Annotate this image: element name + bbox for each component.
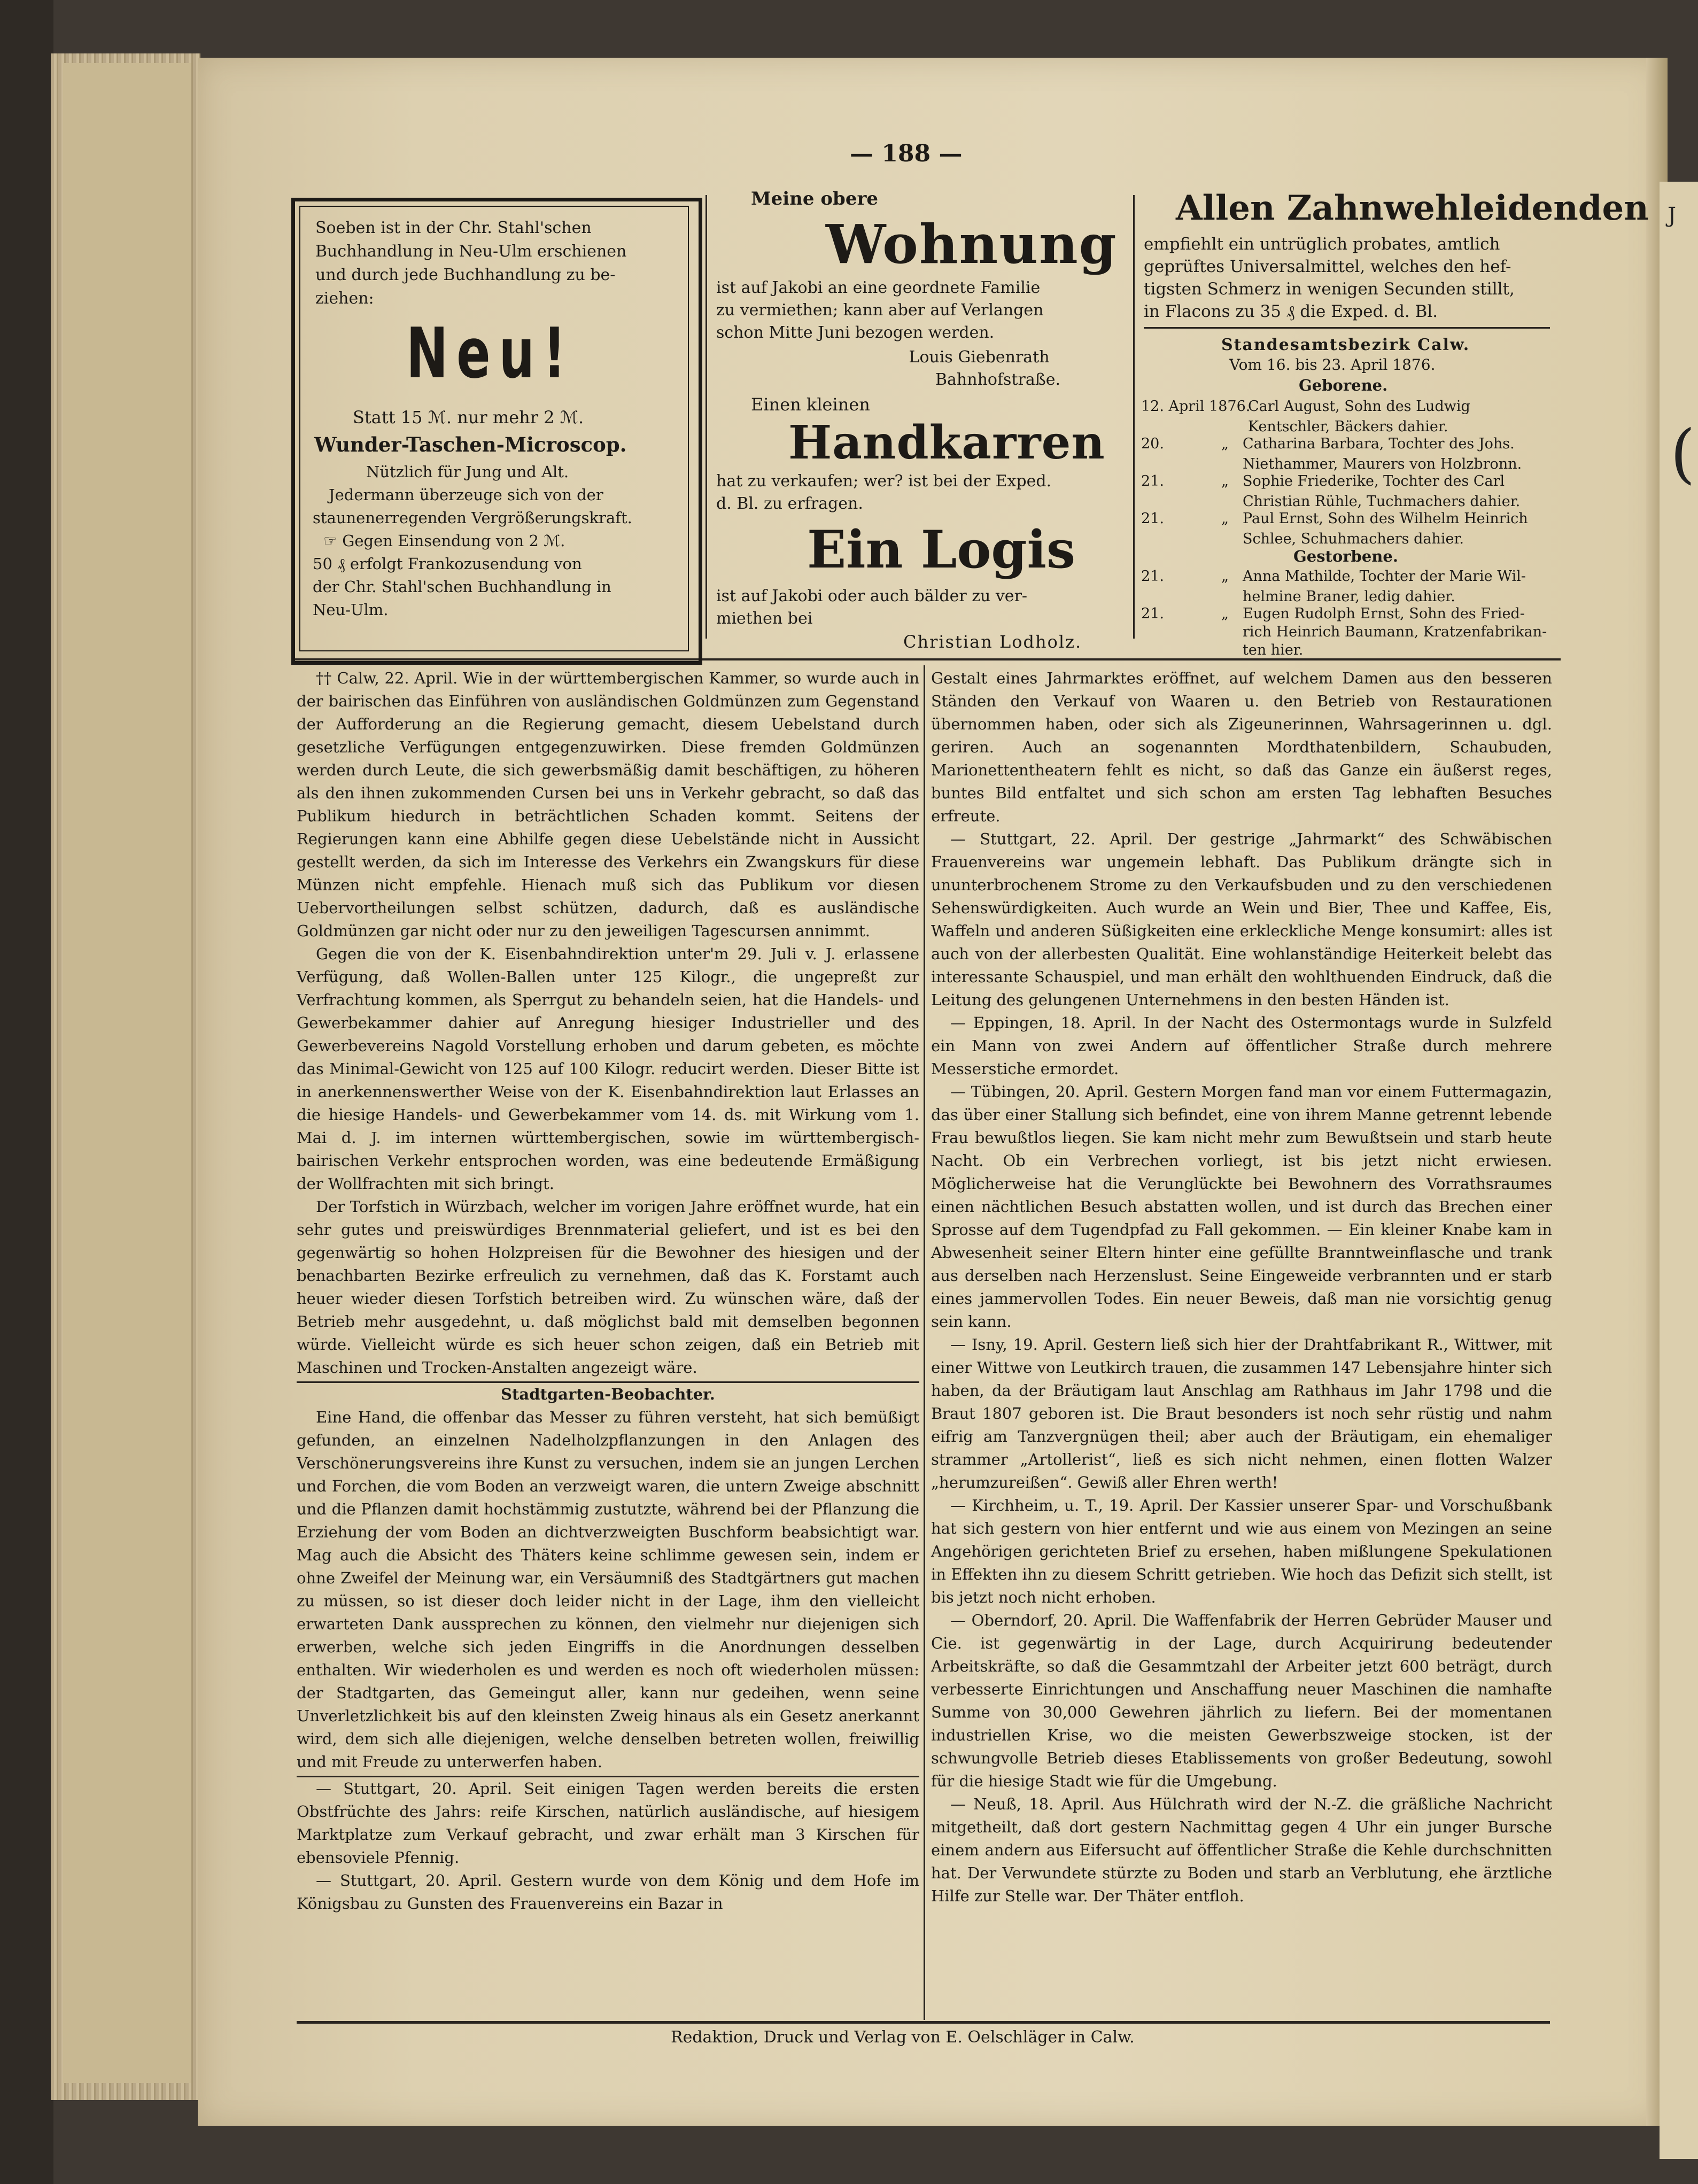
ad-book-headline: Neu! (406, 313, 575, 394)
article-isny: — Isny, 19. April. Gestern ließ sich hier der Drahtfabrikant R., Wittwer, mit einer Wittwe von Leutkirch trauen, die zusammen 147 Lebensjahre hinter sich haben, da der Bräutigam laut Anschlag am Rathhaus im Jahr 1798 und die Braut 1807 geboren ist. Die Braut besonders ist noch sehr rüstig und nahm eifrig am Tanzvergnügen theil; aber auch der Bräutigam, ein ehemaliger strammer „Artollerist“, ließ es sich nicht nehmen, einen flotten Walzer „herumzureißen“. Gewiß aller Ehren werth! (931, 1335, 1552, 1491)
article-torfstich: Der Torfstich in Würzbach, welcher im vorigen Jahre eröffnet wurde, hat ein sehr gutes und preiswürdiges Brennmaterial geliefert, und ist es bei den gegenwärtig so hohen Holzpreisen für die Bewohner des hiesigen und der benachbarten Bezirke erfreulich zu vernehmen, daß das K. Forstamt auch heuer wieder diesen Torfstich betreiben wird. Zu wünschen wäre, daß der Betrieb mehr ausgedehnt, u. daß möglichst bald mit demselben begonnen würde. Vielleicht würde es sich heuer schon zeigen, daß ein Betrieb mit Maschinen und Trocken-Anstalten angezeigt wäre. (297, 1198, 919, 1377)
column-rule (924, 665, 925, 2020)
article-wollballen: Gegen die von der K. Eisenbahndirektion unter'm 29. Juli v. J. erlassene Verfügung, daß Wollen-Ballen unter 125 Kilogr., die ungepreßt zur Verfrachtung kommen, als Sperrgut zu behandeln seien, hat die Handels- und Gewerbekammer dahier auf Anregung hiesiger Industrieller und des Gewerbevereins Nagold Vorstellung erhoben und darum gebeten, es möchte das Minimal-Gewicht von 125 auf 100 Kilogr. reducirt werden. Dieser Bitte ist in anerkennenswerther Weise von der K. Eisenbahndirektion laut Erlasses an die hiesige Handels- und Gewerbekammer vom 14. ds. mit Wirkung vom 1. Mai d. J. im internen württembergischen, sowie im württembergisch-bairischen Verkehr entsprochen worden, was eine bedeutende Ermäßigung der Wollfrachten mit sich bringt. (297, 945, 919, 1193)
ad-book-text: Nützlich für Jung und Alt. Jedermann überzeuge sich von der staunenerregenden Vergrößerungskraft. ☞ Gegen Einsendung von 2 ℳ. 50 ₰ erfolgt Frankozusendung von der Chr. Stahl'schen Buchhandlung in Neu-Ulm. (313, 463, 632, 619)
left-column (297, 667, 919, 1915)
article-stuttgart-bazar: — Stuttgart, 20. April. Gestern wurde von dem König und dem Hofe im Königsbau zu Gunsten des Frauenvereins ein Bazar in (297, 1871, 919, 1913)
ad-zahnweh-headline: Allen Zahnwehleidenden (1176, 188, 1649, 228)
page-number: — 188 — (850, 140, 963, 167)
ad-wohnung-signature: Louis Giebenrath Bahnhofstraße. (909, 348, 1061, 389)
article-eppingen: — Eppingen, 18. April. In der Nacht des Ostermontags wurde in Sulzfeld ein Mann von zwei Andern auf öffentlicher Straße durch mehrere Messerstiche ermordet. (931, 1014, 1552, 1078)
article-stuttgart-jahrmarkt: — Stuttgart, 22. April. Der gestrige „Jahrmarkt“ des Schwäbischen Frauenvereins war ungemein lebhaft. Das Publikum drängte sich in ununterbrochenem Strome zu den Verkaufsbuden und zu den verschiedenen Sehenswürdigkeiten. Auch wurde an Wein und Bier, Thee und Kaffee, Eis, Waffeln und anderen Süßigkeiten eine erkleckliche Menge konsumirt: alles ist auch von der allerbesten Qualität. Eine wohlanständige Heiterkeit belebt das interessante Schauspiel, und man erhält den wohlthuenden Eindruck, daß die Leitung des gelungenen Unternehmens in den besten Händen ist. (931, 830, 1552, 1009)
birth-entry: 21. „ Sophie Friederike, Tochter des Carl Christian Rühle, Tuchmachers dahier. (1141, 473, 1521, 510)
article-oberndorf: — Oberndorf, 20. April. Die Waffenfabrik der Herren Gebrüder Mauser und Cie. ist gegenwärtig in der Lage, durch Acquirirung bedeutender Arbeitskräfte, so daß die Gesammtzahl der Arbeiter jetzt 600 beträgt, durch verbesserte Einrichtungen und Anschaffung neuer Maschinen die namhafte Summe von 30,000 Gewehren jährlich zu liefern. Bei der momentanen industriellen Krise, wo die meisten Gewerbszweige stocken, ist der schwungvolle Betrieb dieses Etablissements von großer Bedeutung, sowohl für die hiesige Stadt wie für die Umgebung. (931, 1611, 1552, 1790)
ad-wohnung-intro: Meine obere (751, 188, 878, 209)
birth-entry: 20. „ Catharina Barbara, Tochter des Johs. Niethammer, Maurers von Holzbronn. (1141, 436, 1522, 472)
book-binding (0, 0, 53, 2184)
column-rule (1133, 195, 1135, 639)
birth-entry: 21. „ Paul Ernst, Sohn des Wilhelm Heinrich Schlee, Schuhmachers dahier. (1141, 510, 1528, 547)
ad-book-product: Wunder-Taschen-Microscop. (314, 433, 627, 456)
right-column (931, 667, 1552, 1908)
ad-book-intro: Soeben ist in der Chr. Stahl'schen Buchhandlung in Neu-Ulm erschienen und durch jede Buchhandlung zu be- ziehen: (315, 219, 627, 308)
article-calw: †† Calw, 22. April. Wie in der württembergischen Kammer, so wurde auch in der bairischen das Einführen von ausländischen Goldmünzen zum Gegenstand der Aufforderung an die Regierung gemacht, diesem Uebelstand durch gesetzliche Verfügungen entgegenzuwirken. Diese fremden Goldmünzen werden durch Leute, die sich gewerbsmäßig damit beschäftigen, zu höheren als den ihnen zukommenden Cursen bei uns in Verkehr gebracht, so daß das Publikum hiedurch in beträchtlichen Schaden kommt. Seitens der Regierungen kann eine Abhilfe gegen diese Uebelstände nicht in Aussicht gestellt werden, da sich im Interesse des Verkehrs ein Zwangskurs für diese Münzen nicht empfehle. Hienach muß sich das Publikum vor diesen Uebervortheilungen selbst schützen, dadurch, daß es ausländische Goldmünzen gar nicht oder nur zu den jeweiligen Tagescursen annimmt. (297, 669, 919, 940)
standesamt-title: Standesamtsbezirk Calw. (1221, 336, 1470, 354)
ad-handkarren-text: hat zu verkaufen; wer? ist bei der Exped. d. Bl. zu erfragen. (716, 472, 1052, 513)
section-heading-stadtgarten: Stadtgarten-Beobachter. (501, 1385, 715, 1403)
ad-book-price: Statt 15 ℳ. nur mehr 2 ℳ. (353, 407, 584, 428)
article-stuttgart-obst: — Stuttgart, 20. April. Seit einigen Tagen werden bereits die ersten Obstfrüchte des Jahrs: reife Kirschen, natürlich ausländische, auf hiesigem Marktplatze zum Verkauf gebracht, und zwar erhält man 3 Kirschen für ebensoviele Pfennig. (297, 1779, 919, 1867)
article-kirchheim: — Kirchheim, u. T., 19. April. Der Kassier unserer Spar- und Vorschußbank hat sich gestern von hier entfernt und wie aus einem von Mezingen an seine Angehörigen gerichteten Brief zu ersehen, haben mißlungene Spekulationen in Effekten ihn zu diesem Schritt getrieben. Wie hoch das Defizit sich stellt, ist bis jetzt noch nicht erhoben. (931, 1496, 1552, 1606)
ad-logis-signature: Christian Lodholz. (903, 632, 1082, 652)
scanned-newspaper: J ( — 188 — Soeben ist in der Chr. Stahl'schen Buchhandlung in Neu-Ulm erschienen und durch jede Buchhandlung zu be- ziehen: Neu! Statt 15 ℳ. nur mehr 2 ℳ. Wunder-Taschen-Microscop. Nützlich für Jung und Alt. Jedermann überzeuge sich von der staunenerregenden Vergrößerungskraft. ☞ Gegen Einsendung von 2 ℳ. 50 ₰ erfolgt Frankozusendung von der Chr. Stahl'schen Buchhandlung in Neu-Ulm. Meine obere Wohnung ist auf Jakobi an eine geordnete Familie zu vermiethen; kann aber auf Verlangen schon Mitte Juni bezogen werden. Louis Giebenrath Bahnhofstraße. Einen kleinen Handkarren hat zu verkaufen; wer? ist bei der Exped. d. Bl. zu erfragen. Ein Logis ist auf Jakobi oder auch bälder zu ver- miethen bei Christian Lodholz. Allen Zahnwehleidenden empfiehlt ein untrüglich probates, amtlich geprüftes Universalmittel, welches den hef- tigsten Schmerz in wenigen Secunden stillt, in Flacons zu 35 ₰ die Exped. d. Bl. Standesamtsbezirk Calw. Vom 16. bis 23. April 1876. Geborene. 12. April 1876. Carl August, Sohn des Ludwig Kentschler, Bäckers dahier. 20. „ Catharina Barbara, Tochter des Johs. Niethammer, Maurers von Holzbronn. 21. „ Sophie Friederike, Tochter des Carl Christian Rühle, Tuchmachers dahier. 21. „ Paul Ernst, Sohn des Wilhelm Heinrich Schlee, Schuhmachers dahier. Gestorbene. 21. „ Anna Mathilde, Tochter der Marie Wil- helmine Braner, ledig dahier. 21. „ Eugen Rudolph Ernst, Sohn des Fried- rich Heinrich Baumann, Kratzenfabrikan- ten hier. †† Calw, 22. April. Wie in der württembergischen Kammer, so wurde auch in der bairischen das Einführen von ausländischen Goldmünzen zum Gegenstand der Aufforderung an die Regierung gemacht, diesem Uebelstand durch gesetzliche Verfügungen entgegenzuwirken. Diese fremden Goldmünzen werden durch Leute, die sich gewerbsmäßig damit beschäftigen, zu höheren als den ihnen zukommenden Cursen bei uns in Verkehr gebracht, so daß das Publikum hiedurch in beträchtlichen Schaden kommt. Seitens der Regierungen kann eine Abhilfe gegen diese Uebelstände nicht in Aussicht gestellt werden, da sich im Interesse des Verkehrs ein Zwangskurs für diese Münzen nicht empfehle. Hienach muß sich das Publikum vor diesen Uebervortheilungen selbst schützen, dadurch, daß es ausländische Goldmünzen gar nicht oder nur zu den jeweiligen Tagescursen annimmt. Gegen die von der K. Eisenbahndirektion unter'm 29. Juli v. J. erlassene Verfügung, daß Wollen-Ballen unter 125 Kilogr., die ungepreßt zur Verfrachtung kommen, als Sperrgut zu behandeln seien, hat die Handels- und Gewerbekammer dahier auf Anregung hiesiger Industrieller und des Gewerbevereins Nagold Vorstellung erhoben und darum gebeten, es möchte das Minimal-Gewicht von 125 auf 100 Kilogr. reducirt werden. Dieser Bitte ist in anerkennenswerther Weise von der K. Eisenbahndirektion laut Erlasses an die hiesige Handels- und Gewerbekammer vom 14. ds. mit Wirkung vom 1. Mai d. J. im internen württembergischen, sowie im württembergisch-bairischen Verkehr entsprochen worden, was eine bedeutende Ermäßigung der Wollfrachten mit sich bringt. Der Torfstich in Würzbach, welcher im vorigen Jahre eröffnet wurde, hat ein sehr gutes und preiswürdiges Brennmaterial geliefert, und ist es bei den gegenwärtig so hohen Holzpreisen für die Bewohner des hiesigen und der benachbarten Bezirke erfreulich zu vernehmen, daß das K. Forstamt auch heuer wieder diesen Torfstich betreiben wird. Zu wünschen wäre, daß der Betrieb mehr ausgedehnt, u. daß möglichst bald mit demselben begonnen würde. Vielleicht würde es sich heuer schon zeigen, daß ein Betrieb mit Maschinen und Trocken-Anstalten angezeigt wäre. Stadtgarten-Beobachter. Eine Hand, die offenbar das Messer zu führen versteht, hat sich bemüßigt gefunden, an einzelnen Nadelholzpflanzungen in den Anlagen des Verschönerungsvereins ihre Kunst zu versuchen, indem sie an jungen Lerchen und Forchen, die vom Boden an verzweigt waren, die untern Zweige abschnitt und die Pflanzen damit hochstämmig zustutzte, während bei der Pflanzung die Erziehung der vom Boden an dichtverzweigten Buschform beabsichtigt war. Mag auch die Absicht des Thäters keine schlimme gewesen sein, indem er ohne Zweifel der Meinung war, ein Versäumniß des Stadtgärtners gut machen zu müssen, so ist dieser doch leider nicht in der Lage, ihm den vielleicht erwarteten Dank aussprechen zu können, den vielmehr nur diejenigen sich erwerben, welche sich jeden Eingriffs in die Anordnungen desselben enthalten. Wir wiederholen es und werden es noch oft wiederholen müssen: der Stadtgarten, das Gemeingut aller, kann nur gedeihen, wenn seine Unverletzlichkeit bis auf den kleinsten Zweig hinaus als ein Gesetz anerkannt wird, dem sich alle diejenigen, welche denselben betreten wollen, freiwillig und mit Freude zu unterwerfen haben. — Stuttgart, 20. April. Seit einigen Tagen werden bereits die ersten Obstfrüchte des Jahrs: reife Kirschen, natürlich ausländische, auf hiesigem Marktplatze zum Verkauf gebracht, und zwar erhält man 3 Kirschen für ebensoviele Pfennig. — Stuttgart, 20. April. Gestern wurde von dem König und dem Hofe im Königsbau zu Gunsten des Frauenvereins ein Bazar in Gestalt eines Jahrmarktes eröffnet, auf welchem Damen aus den besseren Ständen den Verkauf von Waaren u. den Betrieb von Restaurationen übernommen haben, oder sich als Zigeunerinnen, Wahrsagerinnen u. dgl. geriren. Auch an sogenannten Mordthatenbildern, Schaubuden, Marionettentheatern fehlt es nicht, so daß das Ganze ein äußerst reges, buntes Bild entfaltet und sich schon am ersten Tag lebhaften Besuches erfreute. — Stuttgart, 22. April. Der gestrige „Jahrmarkt“ des Schwäbischen Frauenvereins war ungemein lebhaft. Das Publikum drängte sich in ununterbrochenem Strome zu den Verkaufsbuden und zu den verschiedenen Sehenswürdigkeiten. Auch wurde an Wein und Bier, Thee und Kaffee, Eis, Waffeln und anderen Süßigkeiten eine erkleckliche Menge konsumirt: alles ist auch von der allerbesten Qualität. Eine wohlanständige Heiterkeit belebt das interessante Schauspiel, und man erhält den wohlthuenden Eindruck, daß die Leitung des gelungenen Unternehmens in den besten Händen ist. — Eppingen, 18. April. In der Nacht des Ostermontags wurde in Sulzfeld ein Mann von zwei Andern auf öffentlicher Straße durch mehrere Messerstiche ermordet. — Tübingen, 20. April. Gestern Morgen fand man vor einem Futtermagazin, das über einer Stallung sich befindet, eine von ihrem Manne getrennt lebende Frau bewußtlos liegen. Sie kam nicht mehr zum Bewußtsein und starb heute Nacht. Ob ein Verbrechen vorliegt, ist bis jetzt nicht erwiesen. Möglicherweise hat die Verunglückte bei Bewohnern des Vorrathsraumes einen nächtlichen Besuch abstatten wollen, und ist durch das Brechen einer Sprosse auf dem Tugendpfad zu Fall gekommen. — Ein kleiner Knabe kam in Abwesenheit seiner Eltern hinter eine gefüllte Branntweinflasche und trank aus derselben nach Herzenslust. Seine Eingeweide verbrannten und er starb eines jammervollen Todes. Ein neuer Beweis, daß man nie vorsichtig genug sein kann. — Isny, 19. April. Gestern ließ sich hier der Drahtfabrikant R., Wittwer, mit einer Wittwe von Leutkirch trauen, die zusammen 147 Lebensjahre hinter sich haben, da der Bräutigam laut Anschlag am Rathhaus im Jahr 1798 und die Braut 1807 geboren ist. Die Braut besonders ist noch sehr rüstig und nahm eifrig am Tanzvergnügen theil; aber auch der Bräutigam, ein ehemaliger strammer „Artollerist“, ließ es sich nicht nehmen, einen flotten Walzer „herumzureißen“. Gewiß aller Ehren werth! — Kirchheim, u. T., 19. April. Der Kassier unserer Spar- und Vorschußbank hat sich gestern von hier entfernt und wie aus einem von Mezingen an seine Angehörigen gerichteten Brief zu ersehen, haben mißlungene Spekulationen in Effekten ihn zu diesem Schritt getrieben. Wie hoch das Defizit sich stellt, ist bis jetzt noch nicht erhoben. — Oberndorf, 20. April. Die Waffenfabrik der Herren Gebrüder Mauser und Cie. ist gegenwärtig in der Lage, durch Acquirirung bedeutender Arbeitskräfte, so daß die Gesammtzahl der Arbeiter jetzt 600 beträgt, durch verbesserte Einrichtungen und Anschaffung neuer Maschinen die namhafte Summe von 30,000 Gewehren jährlich zu liefern. Bei der momentanen industriellen Krise, wo die meisten Gewerbszweige stocken, ist der schwungvolle Betrieb dieses Etablissements von großer Bedeutung, sowohl für die hiesige Stadt wie für die Umgebung. — Neuß, 18. April. Aus Hülchrath wird der N.-Z. die gräßliche Nachricht mitgetheilt, daß dort gestern Nachmittag gegen 4 Uhr ein junger Bursche einem andern aus Eifersucht auf öffentlicher Straße die Kehle durchschnitten hat. Der Verwundete stürzte zu Boden und starb an Verblutung, ehe ärztliche Hilfe zur Stelle war. Der Thäter entfloh. Redaktion, Druck und Verlag von E. Oelschläger in Calw. (0, 0, 1698, 2184)
death-entry: 21. „ Eugen Rudolph Ernst, Sohn des Fried- rich Heinrich Baumann, Kratzenfabrikan- ten hier. (1141, 605, 1547, 658)
ad-zahnweh-text: empfiehlt ein untrüglich probates, amtlich geprüftes Universalmittel, welches den hef- tigsten Schmerz in wenigen Secunden stillt, in Flacons zu 35 ₰ die Exped. d. Bl. (1144, 235, 1515, 321)
birth-entry: 12. April 1876. Carl August, Sohn des Ludwig Kentschler, Bäckers dahier. (1141, 398, 1470, 435)
ad-wohnung-text: ist auf Jakobi an eine geordnete Familie zu vermiethen; kann aber auf Verlangen schon Mitte Juni bezogen werden. (716, 278, 1044, 342)
article-jahrmarkt-cont: Gestalt eines Jahrmarktes eröffnet, auf welchem Damen aus den besseren Ständen den Verkauf von Waaren u. den Betrieb von Restaurationen übernommen haben, oder sich als Zigeunerinnen, Wahrsagerinnen u. dgl. geriren. Auch an sogenannten Mordthatenbildern, Schaubuden, Marionettentheatern fehlt es nicht, so daß das Ganze ein äußerst reges, buntes Bild entfaltet und sich schon am ersten Tag lebhaften Besuches erfreute. (931, 669, 1552, 825)
article-tuebingen: — Tübingen, 20. April. Gestern Morgen fand man vor einem Futtermagazin, das über einer Stallung sich befindet, eine von ihrem Manne getrennt lebende Frau bewußtlos liegen. Sie kam nicht mehr zum Bewußtsein und starb heute Nacht. Ob ein Verbrechen vorliegt, ist bis jetzt nicht erwiesen. Möglicherweise hat die Verunglückte bei Bewohnern des Vorrathsraumes einen nächtlichen Besuch abstatten wollen, und ist durch das Brechen einer Sprosse auf dem Tugendpfad zu Fall gekommen. — Ein kleiner Knabe kam in Abwesenheit seiner Eltern hinter eine gefüllte Branntweinflasche und trank aus derselben nach Herzenslust. Seine Eingeweide verbrannten und er starb eines jammervollen Todes. Ein neuer Beweis, daß man nie vorsichtig genug sein kann. (931, 1083, 1552, 1331)
left-page-edge (63, 63, 191, 2083)
footer-rule (297, 2021, 1550, 2024)
ad-wohnung-headline: Wohnung (826, 213, 1118, 276)
ad-handkarren-intro: Einen kleinen (751, 394, 870, 415)
column-rule (705, 195, 707, 639)
ad-logis-text: ist auf Jakobi oder auch bälder zu ver- miethen bei (716, 587, 1028, 628)
ad-handkarren-headline: Handkarren (788, 416, 1105, 470)
death-entry: 21. „ Anna Mathilde, Tochter der Marie Wil- helmine Braner, ledig dahier. (1141, 568, 1526, 605)
standesamt-dates: Vom 16. bis 23. April 1876. (1229, 356, 1436, 374)
ad-logis-headline: Ein Logis (807, 519, 1076, 580)
footer-imprint: Redaktion, Druck und Verlag von E. Oelschläger in Calw. (671, 2028, 1135, 2047)
died-heading: Gestorbene. (1293, 547, 1398, 565)
article-neuss: — Neuß, 18. April. Aus Hülchrath wird der N.-Z. die gräßliche Nachricht mitgetheilt, daß dort gestern Nachmittag gegen 4 Uhr ein junger Bursche einem andern aus Eifersucht auf öffentlicher Straße die Kehle durchschnitten hat. Der Verwundete stürzte zu Boden und starb an Verblutung, ehe ärztliche Hilfe zur Stelle war. Der Thäter entfloh. (931, 1795, 1552, 1905)
article-stadtgarten: Eine Hand, die offenbar das Messer zu führen versteht, hat sich bemüßigt gefunden, an einzelnen Nadelholzpflanzungen in den Anlagen des Verschönerungsvereins ihre Kunst zu versuchen, indem sie an jungen Lerchen und Forchen, die vom Boden an verzweigt waren, die untern Zweige abschnitt und die Pflanzen damit hochstämmig zustutzte, während bei der Pflanzung die Erziehung der vom Boden an dichtverzweigten Buschform beabsichtigt war. Mag auch die Absicht des Thäters keine schlimme gewesen sein, indem er ohne Zweifel der Meinung war, ein Versäumniß des Stadtgärtners gut machen zu müssen, so ist dieser doch leider nicht in der Lage, ihm den vielleicht erwarteten Dank aussprechen zu können, den vielmehr nur diejenigen sich erwerben, welche sich jeden Eingriffs in die Anordnungen desselben enthalten. Wir wiederholen es und werden es noch oft wiederholen müssen: der Stadtgarten, das Gemeingut aller, kann nur gedeihen, wenn seine Unverletzlichkeit bis auf den kleinsten Zweig hinaus als ein Gesetz anerkannt wird, dem sich alle diejenigen, welche denselben betreten wollen, freiwillig und mit Freude zu unterwerfen haben. (297, 1408, 919, 1771)
born-heading: Geborene. (1299, 376, 1388, 394)
